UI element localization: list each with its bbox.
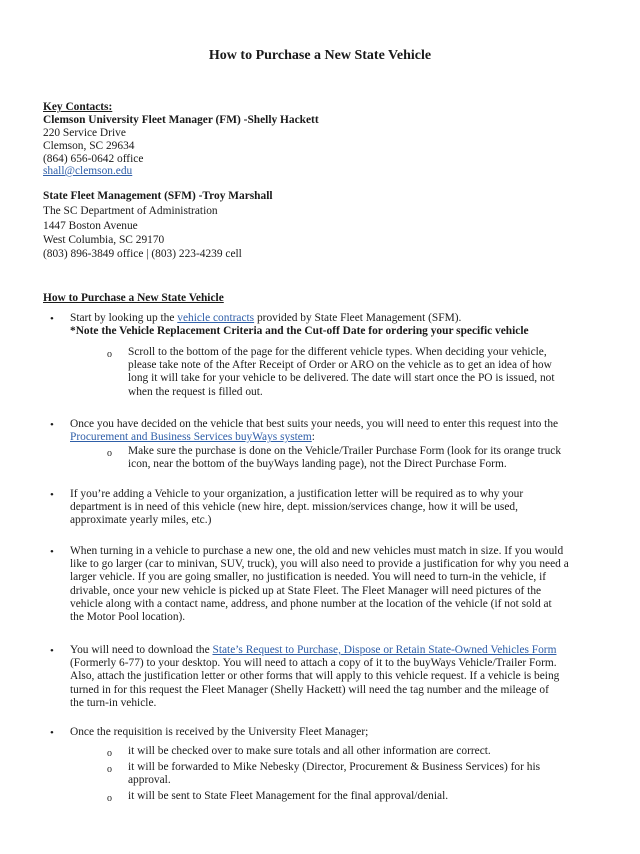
bullet-marker: •: [50, 546, 54, 558]
section-heading: How to Purchase a New State Vehicle: [43, 292, 224, 304]
fm-address-1: 220 Service Drive: [43, 127, 126, 139]
bullet-marker: •: [50, 489, 54, 501]
sfm-phone: (803) 896-3849 office | (803) 223-4239 cell: [43, 248, 242, 260]
fm-phone: (864) 656-0642 office: [43, 153, 144, 165]
bullet-1-sub-1: Scroll to the bottom of the page for the different vehicle types. When deciding your vehicle, please take note of the After Receipt of Order or ARO on the vehicle as to get an idea of how long it will take for your vehicle to be delivered. The date will start once the PO is issued, not when the request is filled out.: [128, 346, 555, 398]
bullet-3: If you’re adding a Vehicle to your organization, a justification letter will be required as to why your department is in need of this vehicle (new hire, dept. mission/services change, how it will be used, approximate yearly miles, etc.): [70, 488, 524, 527]
buyways-system-link[interactable]: Procurement and Business Services buyWays system: [70, 431, 312, 444]
key-contacts-heading: Key Contacts:: [43, 101, 113, 113]
bullet-4: When turning in a vehicle to purchase a new one, the old and new vehicles must match in size. If you would like to go larger (car to minivan, SUV, truck), you will also need to provide a justification for why you need a larger vehicle. If you are going smaller, no justification is needed. You will need to turn-in the vehicle, if drivable, once your new vehicle is picked up at State Fleet. The Fleet Manager will need pictures of the vehicle along with a contact name, address, and phone number at the location of the vehicle (if not sold at the Motor Pool location).: [70, 545, 569, 624]
sfm-address-1: 1447 Boston Avenue: [43, 220, 138, 232]
bullet-2: Once you have decided on the vehicle that best suits your needs, you will need to enter this request into the Procurement and Business Services buyWays system:: [70, 418, 559, 444]
bullet-6: Once the requisition is received by the University Fleet Manager;: [70, 726, 369, 738]
bullet-marker: •: [50, 419, 54, 431]
page-title: How to Purchase a New State Vehicle: [208, 48, 432, 63]
fm-address-2: Clemson, SC 29634: [43, 140, 135, 152]
bullet-6-sub-2: it will be forwarded to Mike Nebesky (Director, Procurement & Business Services) for his approval.: [128, 761, 541, 787]
bullet-1: [70, 312, 615, 338]
sub-marker: o: [107, 448, 112, 459]
bullet-6-sub-1: it will be checked over to make sure totals and all other information are correct.: [128, 745, 491, 757]
bullet-1-line: Start by looking up the vehicle contracts provided by State Fleet Management (SFM).: [70, 312, 462, 324]
bullet-marker: •: [50, 645, 54, 657]
sub-marker: o: [107, 748, 112, 759]
sfm-org: The SC Department of Administration: [43, 205, 218, 217]
bullet-1-note: *Note the Vehicle Replacement Criteria and the Cut-off Date for ordering your specific vehicle: [70, 325, 529, 338]
bullet-2-sub-1: Make sure the purchase is done on the Vehicle/Trailer Purchase Form (look for its orange truck icon, near the bottom of the buyWays landing page), not the Direct Purchase Form.: [128, 445, 562, 471]
sub-marker: o: [107, 349, 112, 360]
bullet-5: You will need to download the State’s Request to Purchase, Dispose or Retain State-Owned Vehicles Form (Formerly 6-77) to your desktop. You will need to attach a copy of it to the buyWays Vehicle/Trailer Form. Also, attach the justification letter or other forms that will apply to this vehicle request. If a vehicle is being turned in for this request the Fleet Manager (Shelly Hackett) will need the tag number and the mileage of the turn-in vehicle.: [70, 644, 560, 709]
vehicle-contracts-link[interactable]: vehicle contracts: [177, 312, 255, 324]
bullet-marker: •: [50, 727, 54, 739]
fm-name: Clemson University Fleet Manager (FM) -Shelly Hackett: [43, 114, 319, 126]
sub-marker: o: [107, 793, 112, 804]
state-vehicle-form-link[interactable]: State’s Request to Purchase, Dispose or Retain State-Owned Vehicles Form: [212, 644, 557, 656]
bullet-6-sub-3: it will be sent to State Fleet Management for the final approval/denial.: [128, 790, 449, 802]
sfm-address-2: West Columbia, SC 29170: [43, 234, 165, 246]
bullet-marker: •: [50, 313, 54, 325]
sub-marker: o: [107, 764, 112, 775]
fm-email-link[interactable]: shall@clemson.edu: [43, 165, 133, 177]
sfm-name: State Fleet Management (SFM) -Troy Marshall: [43, 190, 273, 202]
